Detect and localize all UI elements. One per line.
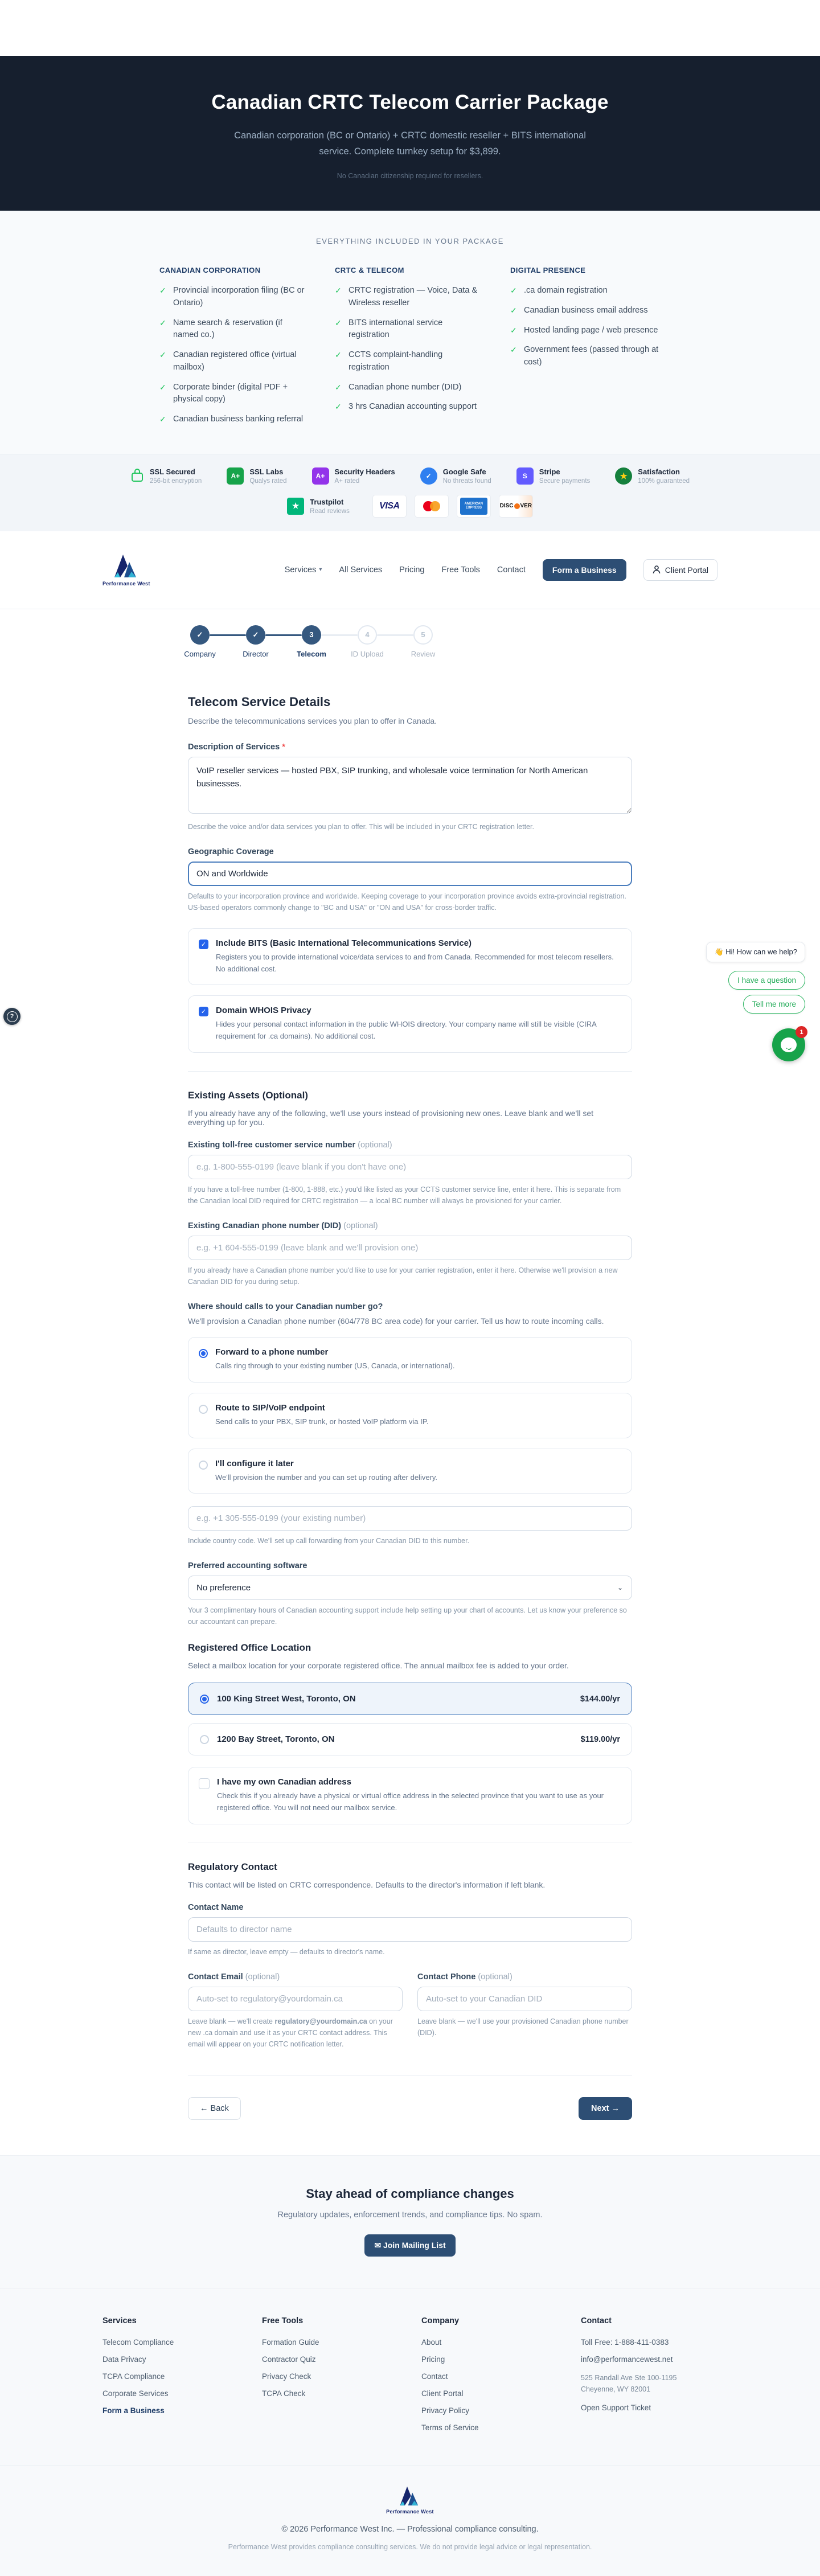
stepper-connector [377, 634, 413, 636]
trust-badges-section [0, 454, 820, 531]
nav-link-contact[interactable]: Contact [497, 565, 526, 575]
cta-subtitle: Regulatory updates, enforcement trends, and compliance tips. No spam. [277, 2210, 543, 2220]
nav-link-services[interactable]: Services ▾ [284, 565, 322, 575]
check-icon: ✓ [252, 630, 259, 639]
badge-satisfaction: ★ Satisfaction 100% guaranteed [615, 467, 690, 485]
routing-option-forward[interactable]: Forward to a phone number Calls ring through to your existing number (US, Canada, or international). [188, 1337, 632, 1383]
check-icon: ✓ [196, 630, 203, 639]
list-item: ✓ 3 hrs Canadian accounting support [335, 401, 485, 413]
hero-section [0, 56, 820, 211]
form-subheading: Describe the telecommunications services you plan to offer in Canada. [188, 716, 437, 725]
included-column-crtc [335, 266, 485, 433]
hero-note: No Canadian citizenship required for resellers. [337, 172, 483, 181]
list-item: ✓ CRTC registration — Voice, Data & Wireless reseller [335, 285, 485, 310]
brand-logo[interactable] [102, 553, 150, 586]
contact-phone-input[interactable] [417, 1987, 632, 2011]
contact-email-input[interactable] [188, 1987, 403, 2011]
whois-checkbox-card[interactable]: ✓ Domain WHOIS Privacy Hides your personal contact information in the public WHOIS directory. Your company name will still be visible (CIRA requirement for .ca domains). No additional cost. [188, 995, 632, 1053]
radio-unselected-icon[interactable] [199, 1405, 208, 1414]
contact-phone-label: Contact Phone (optional) [417, 1972, 512, 1982]
coverage-input[interactable] [188, 862, 632, 886]
chat-quick-reply-tell-me-more[interactable]: Tell me more [743, 995, 805, 1014]
user-icon [653, 565, 661, 574]
list-item: ✓ Name search & reservation (if named co.) [159, 317, 310, 342]
assets-subheading: If you already have any of the following, we'll use yours instead of provisioning new ones. Leave blank and we'll set everything up for you. [188, 1109, 593, 1127]
footer-column-contact: Contact Toll Free: 1-888-411-0383 info@performancewest.net 525 Randall Ave Ste 100-1195 Cheyenne, WY 82001 Open Support Ticket [581, 2316, 718, 2440]
checkbox-unchecked-icon[interactable] [199, 1778, 210, 1789]
footer-link-contact[interactable]: Contact [421, 2372, 448, 2381]
routing-option-later[interactable]: I'll configure it later We'll provision the number and you can set up routing after delivery. [188, 1449, 632, 1494]
own-address-checkbox-card[interactable]: I have my own Canadian address Check this if you already have a physical or virtual office address in the selected province that you want to use as your registered office. You will not need our mailbox service. [188, 1767, 632, 1824]
contact-name-helper: If same as director, leave empty — defaults to director's name. [188, 1948, 385, 1956]
column-title: CANADIAN CORPORATION [159, 266, 261, 275]
check-icon: ✓ [159, 350, 166, 360]
join-mailing-list-button[interactable]: ✉ Join Mailing List [364, 2234, 455, 2257]
contact-phone-helper: Leave blank — we'll use your provisioned Canadian phone number (DID). [417, 2017, 629, 2037]
list-item: ✓ Corporate binder (digital PDF + physical copy) [159, 382, 310, 407]
amex-logo: AMERICAN EXPRESS [457, 495, 491, 518]
disclaimer: Performance West provides compliance consulting services. We do not provide legal advice or legal representation. [228, 2543, 592, 2552]
footer-link-contractor-quiz[interactable]: Contractor Quiz [262, 2355, 316, 2364]
radio-unselected-icon[interactable] [200, 1735, 209, 1744]
form-a-business-button[interactable]: Form a Business [543, 559, 626, 581]
list-item: ✓ CCTS complaint-handling registration [335, 349, 485, 374]
tollfree-input[interactable] [188, 1155, 632, 1179]
nav-link-all-services[interactable]: All Services [339, 565, 383, 575]
copyright: © 2026 Performance West Inc. — Professional compliance consulting. [281, 2525, 539, 2534]
arrow-right-icon: → [611, 2104, 620, 2114]
list-item: ✓ Canadian phone number (DID) [335, 382, 485, 394]
list-item: ✓ Hosted landing page / web presence [510, 325, 661, 337]
discover-dot-icon [514, 503, 520, 509]
step-id-upload[interactable]: 4 ID Upload [358, 625, 377, 658]
top-navigation [0, 531, 820, 609]
did-input[interactable] [188, 1236, 632, 1260]
stepper-connector [210, 634, 246, 636]
accounting-helper: Your 3 complimentary hours of Canadian accounting support include help setting up your chart of accounts. Let us know your preference so our accountant can prepare. [188, 1606, 627, 1626]
list-item: ✓ Government fees (passed through at cost) [510, 344, 661, 369]
badge-trustpilot: ★ Trustpilot Read reviews [287, 498, 350, 515]
cta-title: Stay ahead of compliance changes [306, 2187, 514, 2201]
check-icon: ✓ [335, 402, 342, 412]
stripe-icon: S [516, 467, 534, 485]
nav-link-free-tools[interactable]: Free Tools [441, 565, 480, 575]
chat-unread-badge: 1 [796, 1026, 807, 1038]
office-option-king-street[interactable]: 100 King Street West, Toronto, ON $144.00/yr [188, 1683, 632, 1715]
step-company[interactable]: ✓ Company [190, 625, 210, 658]
form-heading: Telecom Service Details [188, 694, 331, 709]
contact-email-helper: Leave blank — we'll create regulatory@yourdomain.ca on your new .ca domain and use it as your CRTC contact address. This email will appear on your CRTC notification letter. [188, 2017, 393, 2049]
check-icon: ✓ [159, 318, 166, 327]
star-icon: ★ [615, 467, 632, 485]
hero-subtitle: Canadian corporation (BC or Ontario) + CRTC domestic reseller + BITS international service. Complete turnkey setup for $3,899. [234, 130, 586, 157]
badge-ssl-secured: SSL Secured 256-bit encryption [130, 467, 202, 486]
included-column-corporation [159, 266, 310, 433]
question-mark-icon: ? [7, 1011, 18, 1022]
list-item: ✓ BITS international service registration [335, 317, 485, 342]
chat-bubble-icon [781, 1037, 797, 1052]
performance-west-logo-icon [399, 2485, 421, 2507]
radio-selected-icon[interactable] [200, 1695, 209, 1704]
step-telecom[interactable]: 3 Telecom [302, 625, 321, 658]
forward-number-input[interactable] [188, 1506, 632, 1531]
lock-icon [130, 467, 144, 486]
footer-link-tcpa-compliance[interactable]: TCPA Compliance [102, 2372, 165, 2381]
accounting-select[interactable] [188, 1576, 632, 1600]
footer-column-services: Services Telecom Compliance Data Privacy TCPA Compliance Corporate Services Form a Business [102, 2316, 239, 2440]
description-textarea[interactable] [188, 757, 632, 814]
office-heading: Registered Office Location [188, 1642, 311, 1654]
footer-toll-free-number[interactable]: Toll Free: 1-888-411-0383 [581, 2338, 669, 2347]
page-title: Canadian CRTC Telecom Carrier Package [211, 91, 609, 113]
description-helper: Describe the voice and/or data services you plan to offer. This will be included in your CRTC registration letter. [188, 822, 534, 831]
footer-link-pricing[interactable]: Pricing [421, 2355, 445, 2364]
divider [188, 1071, 632, 1072]
badge-stripe: S Stripe Secure payments [516, 467, 591, 485]
stepper-connector [321, 634, 358, 636]
chat-widget [706, 942, 805, 1061]
list-item: ✓ Provincial incorporation filing (BC or Ontario) [159, 285, 310, 310]
check-icon: ✓ [159, 382, 166, 392]
office-option-bay-street[interactable]: 1200 Bay Street, Toronto, ON $119.00/yr [188, 1723, 632, 1755]
regulatory-heading: Regulatory Contact [188, 1861, 277, 1873]
chat-launcher-button[interactable] [772, 1028, 805, 1061]
routing-option-sip[interactable]: Route to SIP/VoIP endpoint Send calls to your PBX, SIP trunk, or hosted VoIP platform via IP. [188, 1393, 632, 1438]
contact-email-label: Contact Email (optional) [188, 1972, 280, 1982]
did-label: Existing Canadian phone number (DID) (optional) [188, 1221, 378, 1231]
list-item: ✓ Canadian business email address [510, 305, 661, 317]
visa-logo: VISA [372, 495, 407, 518]
brand-name: Performance West [102, 580, 150, 586]
price: $119.00/yr [580, 1734, 620, 1744]
badge-ssl-labs: A+ SSL Labs Qualys rated [227, 467, 286, 485]
coverage-label: Geographic Coverage [188, 847, 274, 856]
included-column-digital [510, 266, 661, 433]
back-button[interactable]: ← Back [188, 2097, 241, 2120]
footer-link-corporate-services[interactable]: Corporate Services [102, 2389, 169, 2398]
price: $144.00/yr [580, 1694, 620, 1704]
description-label: Description of Services * [188, 742, 285, 752]
check-icon: ✓ [335, 382, 342, 392]
check-icon: ✓ [510, 286, 517, 296]
tollfree-label: Existing toll-free customer service number (optional) [188, 1141, 392, 1150]
step-director[interactable]: ✓ Director [246, 625, 265, 658]
required-asterisk: * [282, 742, 285, 752]
check-icon: ✓ [510, 305, 517, 315]
footer-email[interactable]: info@performancewest.net [581, 2355, 673, 2364]
footer-link-client-portal[interactable]: Client Portal [421, 2389, 464, 2398]
nav-link-pricing[interactable]: Pricing [399, 565, 425, 575]
radio-selected-icon[interactable] [199, 1349, 208, 1358]
footer-link-tcpa-check[interactable]: TCPA Check [262, 2389, 306, 2398]
accounting-label: Preferred accounting software [188, 1561, 308, 1571]
chevron-down-icon: ▾ [319, 567, 322, 573]
included-section [0, 211, 820, 454]
office-subheading: Select a mailbox location for your corporate registered office. The annual mailbox fee is added to your order. [188, 1661, 569, 1671]
coverage-helper: Defaults to your incorporation province and worldwide. Keeping coverage to your incorporation province avoids extra-provincial registration. US-based operators commonly change to "BC and USA" or "ON and USA" for cross-border traffic. [188, 892, 626, 912]
checkbox-checked-icon[interactable]: ✓ [199, 940, 208, 949]
brand-name: Performance West [386, 2509, 434, 2515]
column-title: CRTC & TELECOM [335, 266, 404, 275]
envelope-icon: ✉ [374, 2241, 382, 2250]
telecom-form [188, 673, 632, 2155]
footer-link-form-a-business[interactable]: Form a Business [102, 2406, 165, 2415]
badge-google-safe: ✓ Google Safe No threats found [420, 467, 491, 485]
check-icon: ✓ [510, 325, 517, 335]
check-icon: ✓ [335, 286, 342, 296]
footer-link-terms-of-service[interactable]: Terms of Service [421, 2423, 479, 2433]
badge-security-headers: A+ Security Headers A+ rated [312, 467, 395, 485]
footer-address: 525 Randall Ave Ste 100-1195 Cheyenne, WY 82001 [581, 2374, 677, 2394]
routing-subheading: We'll provision a Canadian phone number (604/778 BC area code) for your carrier. Tell us how to route incoming calls. [188, 1316, 604, 1326]
client-portal-button[interactable]: Client Portal [643, 559, 718, 581]
check-icon: ✓ [510, 345, 517, 355]
chat-greeting-bubble: 👋 Hi! How can we help? [706, 942, 805, 962]
step-review[interactable]: 5 Review [413, 625, 433, 658]
progress-stepper [0, 609, 820, 673]
list-item: ✓ Canadian business banking referral [159, 413, 310, 426]
aplus-green-icon: A+ [227, 467, 244, 485]
mailing-list-section [0, 2155, 820, 2288]
footer-link-telecom-compliance[interactable]: Telecom Compliance [102, 2338, 174, 2347]
mastercard-logo [415, 495, 449, 518]
forward-number-helper: Include country code. We'll set up call forwarding from your Canadian DID to this number. [188, 1537, 470, 1545]
stepper-connector [265, 634, 302, 636]
list-item: ✓ Canadian registered office (virtual mailbox) [159, 349, 310, 374]
footer [0, 2288, 820, 2576]
footer-link-about[interactable]: About [421, 2338, 442, 2347]
aplus-purple-icon: A+ [312, 467, 329, 485]
next-button[interactable]: Next → [579, 2097, 632, 2120]
contact-name-label: Contact Name [188, 1903, 244, 1913]
checkbox-checked-icon[interactable]: ✓ [199, 1007, 208, 1016]
chevron-down-icon: ⌄ [617, 1583, 623, 1591]
performance-west-logo-icon [113, 553, 140, 579]
regulatory-subheading: This contact will be listed on CRTC correspondence. Defaults to the director's information if left blank. [188, 1880, 546, 1890]
trustpilot-star-icon: ★ [287, 498, 304, 515]
list-item: ✓ .ca domain registration [510, 285, 661, 297]
did-helper: If you already have a Canadian phone number you'd like to use for your carrier registration, enter it here. Otherwise we'll provision a new Canadian DID for you during setup. [188, 1266, 618, 1286]
bits-checkbox-card[interactable]: ✓ Include BITS (Basic International Telecommunications Service) Registers you to provide international voice/data services to and from Canada. Recommended for most telecom resellers. No additional cost. [188, 928, 632, 986]
check-icon: ✓ [159, 286, 166, 296]
assets-heading: Existing Assets (Optional) [188, 1090, 308, 1101]
footer-link-privacy-check[interactable]: Privacy Check [262, 2372, 311, 2381]
footer-brand-logo [386, 2485, 434, 2515]
footer-link-data-privacy[interactable]: Data Privacy [102, 2355, 146, 2364]
included-heading: EVERYTHING INCLUDED IN YOUR PACKAGE [316, 237, 504, 246]
routing-heading: Where should calls to your Canadian number go? [188, 1302, 383, 1312]
footer-open-support-ticket[interactable]: Open Support Ticket [581, 2403, 651, 2413]
chat-quick-reply-question[interactable]: I have a question [728, 971, 805, 990]
footer-link-privacy-policy[interactable]: Privacy Policy [421, 2406, 470, 2415]
radio-unselected-icon[interactable] [199, 1461, 208, 1470]
tollfree-helper: If you have a toll-free number (1-800, 1-888, etc.) you'd like listed as your CCTS customer service line, enter it here. This is separate from the Canadian local DID required for CRTC registration — a local BC number will always be provisioned for your carrier. [188, 1186, 621, 1205]
check-icon: ✓ [159, 415, 166, 424]
help-fab-button[interactable] [3, 1008, 20, 1025]
footer-column-free-tools: Free Tools Formation Guide Contractor Quiz Privacy Check TCPA Check [262, 2316, 399, 2440]
shield-check-icon: ✓ [420, 467, 437, 485]
check-icon: ✓ [335, 318, 342, 327]
contact-name-input[interactable] [188, 1917, 632, 1942]
discover-logo: DISC VER [499, 495, 533, 518]
footer-link-formation-guide[interactable]: Formation Guide [262, 2338, 319, 2347]
check-icon: ✓ [335, 350, 342, 360]
column-title: DIGITAL PRESENCE [510, 266, 586, 275]
footer-column-company: Company About Pricing Contact Client Portal Privacy Policy Terms of Service [421, 2316, 558, 2440]
arrow-left-icon: ← [200, 2104, 208, 2114]
